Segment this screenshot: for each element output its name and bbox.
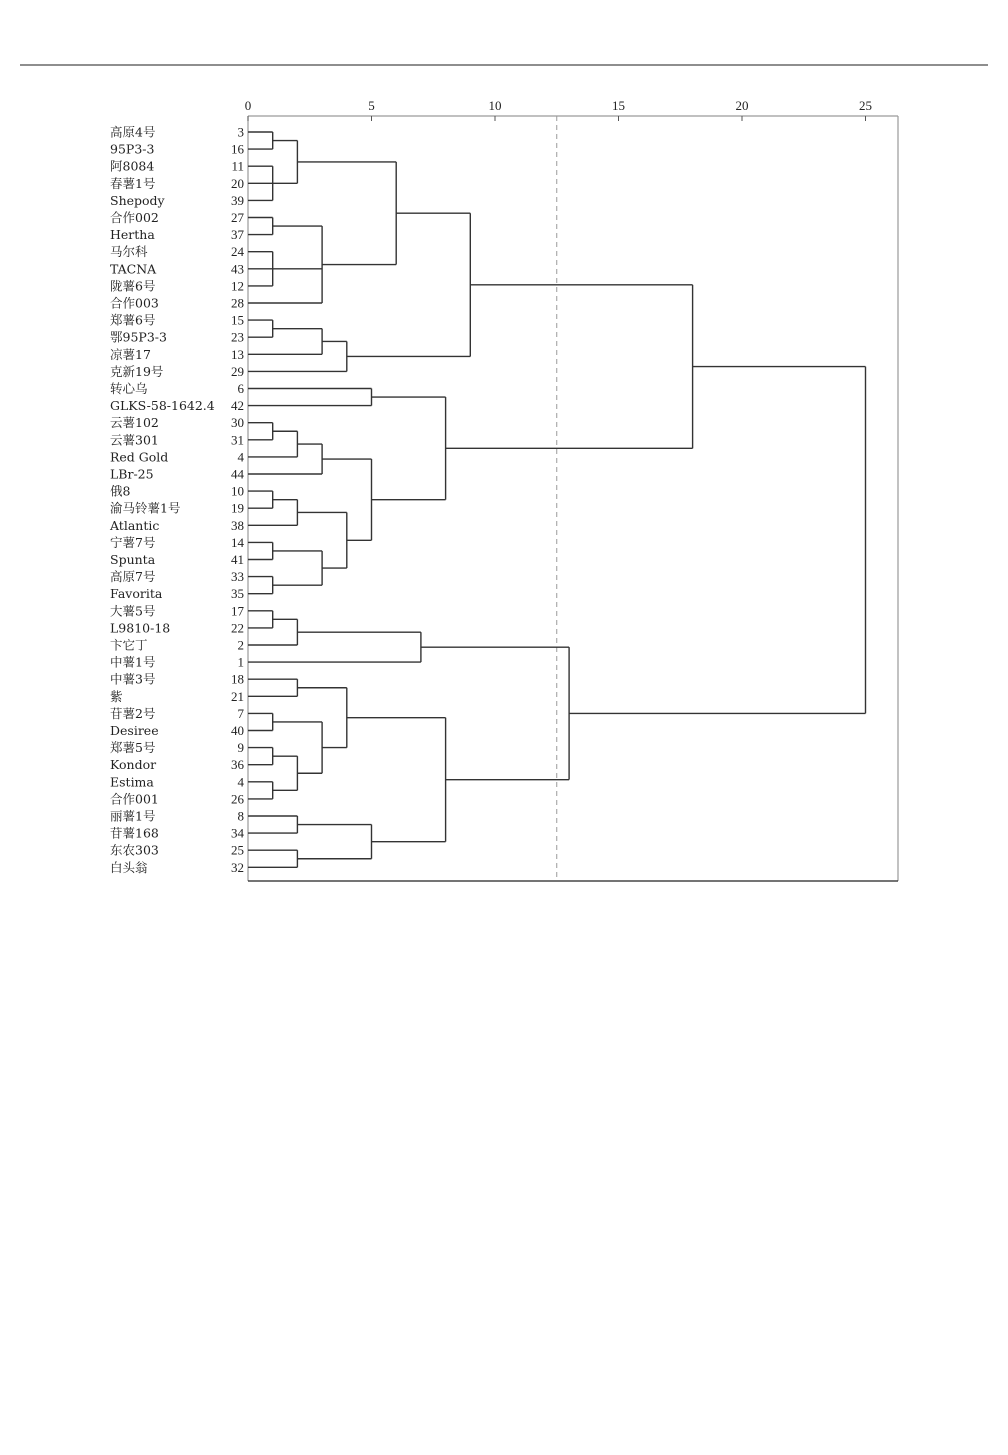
leaf-name-label: Desiree bbox=[110, 723, 159, 738]
leaf-name-label: LBr-25 bbox=[110, 466, 154, 482]
leaf-id-label: 37 bbox=[231, 227, 244, 243]
leaf-name-label: 高原4号 bbox=[110, 124, 156, 140]
leaf-name-label: 郑薯6号 bbox=[110, 312, 156, 328]
leaf-name-label: Spunta bbox=[110, 552, 156, 567]
leaf-name-label: 陇薯6号 bbox=[110, 278, 156, 294]
leaf-name-label: 苷薯168 bbox=[110, 825, 159, 841]
leaf-name-label: 俄8 bbox=[110, 483, 131, 499]
leaf-name-label: 阿8084 bbox=[110, 158, 155, 174]
leaf-id-label: 39 bbox=[231, 192, 244, 208]
leaf-id-label: 4 bbox=[237, 774, 244, 790]
leaf-name-label: 中薯3号 bbox=[110, 671, 156, 687]
leaf-id-label: 31 bbox=[231, 432, 244, 448]
leaf-id-label: 38 bbox=[231, 517, 244, 533]
leaf-id-label: 36 bbox=[231, 757, 244, 773]
leaf-id-label: 26 bbox=[231, 791, 244, 807]
leaf-name-label: 合作002 bbox=[110, 210, 159, 225]
leaf-id-label: 33 bbox=[231, 569, 244, 585]
leaf-name-label: Hertha bbox=[110, 227, 155, 243]
leaf-id-label: 25 bbox=[231, 842, 244, 858]
x-tick-label: 15 bbox=[612, 98, 625, 113]
leaf-name-label: 丽薯1号 bbox=[110, 808, 156, 824]
leaf-id-label: 12 bbox=[231, 278, 244, 294]
leaf-name-label: 合作001 bbox=[110, 791, 159, 807]
leaf-id-label: 19 bbox=[231, 500, 244, 516]
leaf-name-label: TACNA bbox=[110, 261, 157, 277]
leaf-id-label: 17 bbox=[231, 603, 244, 619]
leaf-id-label: 3 bbox=[237, 124, 244, 140]
leaf-name-label: 宁薯7号 bbox=[110, 534, 156, 550]
leaf-id-label: 14 bbox=[231, 534, 244, 550]
leaf-name-label: 东农303 bbox=[110, 842, 159, 858]
leaf-name-label: 渝马铃薯1号 bbox=[110, 500, 181, 516]
leaf-id-label: 32 bbox=[231, 859, 244, 875]
leaf-labels bbox=[109, 125, 245, 875]
leaf-id-label: 41 bbox=[231, 552, 244, 567]
leaf-name-label: 紫 bbox=[110, 688, 123, 704]
x-tick-label: 25 bbox=[859, 98, 872, 113]
leaf-name-label: 云薯301 bbox=[110, 432, 159, 448]
leaf-id-label: 15 bbox=[231, 312, 244, 328]
leaf-id-label: 22 bbox=[231, 620, 244, 636]
x-tick-label: 10 bbox=[488, 98, 502, 113]
leaf-name-label: 中薯1号 bbox=[110, 654, 156, 670]
leaf-name-label: 春薯1号 bbox=[110, 175, 156, 191]
leaf-name-label: 克新19号 bbox=[110, 363, 164, 379]
leaf-id-label: 6 bbox=[237, 381, 244, 396]
leaf-id-label: 35 bbox=[231, 586, 244, 602]
leaf-name-label: 鄂95P3-3 bbox=[110, 329, 167, 345]
leaf-name-label: 苷薯2号 bbox=[110, 705, 156, 721]
leaf-name-label: 卞它丁 bbox=[110, 637, 148, 653]
leaf-id-label: 20 bbox=[231, 175, 244, 191]
leaf-id-label: 44 bbox=[231, 466, 244, 482]
leaf-name-label: Shepody bbox=[110, 192, 165, 208]
leaf-id-label: 34 bbox=[231, 825, 244, 841]
axis-layer bbox=[248, 116, 898, 881]
leaf-name-label: 凉薯17 bbox=[110, 346, 151, 362]
leaf-name-label: 合作003 bbox=[110, 295, 159, 311]
leaf-id-label: 21 bbox=[231, 688, 244, 704]
leaf-id-label: 18 bbox=[231, 671, 244, 687]
leaf-id-label: 7 bbox=[237, 705, 244, 721]
leaf-id-label: 24 bbox=[231, 244, 244, 260]
leaf-id-label: 42 bbox=[231, 398, 244, 414]
leaf-name-label: Favorita bbox=[110, 586, 163, 602]
leaf-id-label: 29 bbox=[231, 363, 244, 379]
leaf-name-label: 郑薯5号 bbox=[110, 740, 156, 756]
leaf-id-label: 8 bbox=[237, 808, 244, 824]
x-tick-label: 5 bbox=[368, 98, 375, 113]
leaf-name-label: 云薯102 bbox=[110, 415, 159, 431]
leaf-name-label: Atlantic bbox=[110, 517, 160, 533]
x-tick-label: 0 bbox=[244, 98, 252, 113]
leaf-id-label: 4 bbox=[237, 449, 244, 465]
leaf-name-label: 马尔科 bbox=[110, 244, 148, 260]
leaf-id-label: 2 bbox=[237, 637, 244, 653]
leaf-name-label: 95P3-3 bbox=[110, 141, 155, 157]
leaf-name-label: Kondor bbox=[110, 757, 157, 773]
leaf-id-label: 28 bbox=[231, 295, 244, 311]
leaf-id-label: 30 bbox=[231, 415, 244, 431]
x-tick-label: 20 bbox=[735, 98, 749, 113]
leaf-name-label: GLKS-58-1642.4 bbox=[110, 398, 215, 414]
leaf-name-label: Red Gold bbox=[110, 449, 169, 465]
leaf-name-label: Estima bbox=[110, 774, 154, 790]
leaf-id-label: 1 bbox=[237, 654, 244, 670]
leaf-name-label: L9810-18 bbox=[110, 620, 171, 636]
leaf-id-label: 27 bbox=[231, 210, 244, 225]
leaf-name-label: 白头翁 bbox=[110, 859, 148, 875]
leaf-id-label: 16 bbox=[231, 141, 244, 157]
leaf-name-label: 大薯5号 bbox=[110, 603, 156, 619]
leaf-name-label: 高原7号 bbox=[110, 569, 156, 585]
leaf-id-label: 43 bbox=[231, 261, 244, 277]
x-axis-ticks bbox=[245, 98, 872, 121]
leaf-name-label: 转心乌 bbox=[110, 381, 148, 396]
leaf-id-label: 13 bbox=[231, 346, 244, 362]
leaf-id-label: 23 bbox=[231, 329, 244, 345]
leaf-id-label: 40 bbox=[231, 723, 244, 738]
leaf-id-label: 10 bbox=[231, 483, 244, 499]
leaf-id-label: 11 bbox=[231, 158, 244, 174]
leaf-id-label: 9 bbox=[237, 740, 244, 756]
